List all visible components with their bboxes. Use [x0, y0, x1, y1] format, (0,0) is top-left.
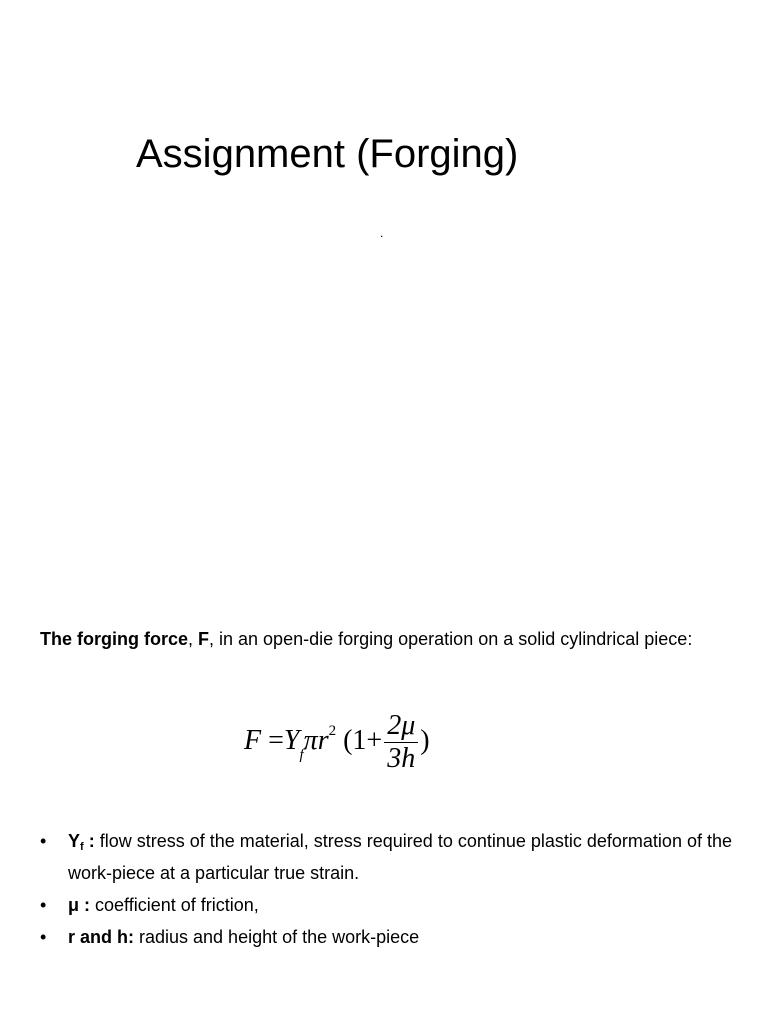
bullet-icon: •: [40, 895, 47, 915]
intro-bold-lead: The forging force: [40, 629, 188, 649]
definition-text: radius and height of the work-piece: [134, 927, 420, 947]
formula-Y: Y: [283, 724, 300, 756]
formula-equals: =: [261, 724, 284, 756]
list-item: [40, 828, 740, 886]
definition-text: flow stress of the material, stress required to continue plastic deformation of the work-piece at a particular true strain.: [68, 831, 732, 883]
formula-r-exponent: 2: [328, 722, 337, 739]
formula-denominator: 3h: [387, 743, 416, 774]
intro-bold-symbol: F: [198, 629, 210, 649]
list-item: [40, 924, 740, 950]
bullet-icon: •: [40, 927, 47, 947]
intro-paragraph: [40, 626, 730, 652]
list-item: [40, 892, 740, 918]
definitions-list: [40, 828, 740, 956]
formula-Y-subscript: f: [299, 746, 304, 763]
formula-pi: π: [303, 724, 318, 756]
intro-separator: ,: [188, 629, 199, 649]
formula-lhs: F: [244, 724, 262, 756]
bullet-icon: •: [40, 831, 47, 851]
definition-term: r and h:: [68, 927, 134, 947]
forging-force-formula: [244, 712, 430, 773]
slide-title: Assignment (Forging): [136, 132, 519, 176]
formula-open: (1+: [336, 724, 383, 756]
formula-fraction: [384, 712, 418, 773]
intro-rest: , in an open-die forging operation on a solid cylindrical piece:: [209, 629, 693, 649]
formula-close: ): [420, 724, 430, 756]
formula-r: r: [317, 724, 329, 756]
definition-text: coefficient of friction,: [90, 895, 259, 915]
definition-term: μ :: [68, 895, 91, 915]
stray-dot: .: [380, 226, 384, 240]
formula-numerator: 2μ: [384, 712, 418, 743]
definition-term: $Y_f$ :: [68, 831, 95, 853]
